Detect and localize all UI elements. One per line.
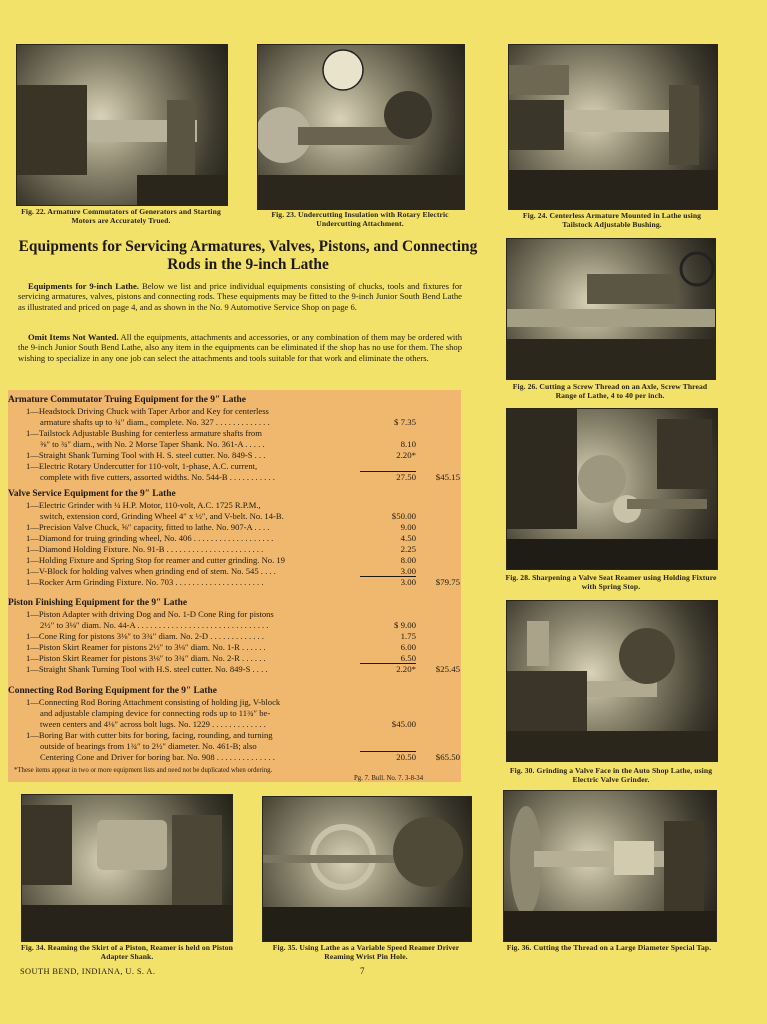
- item-price: $45.00: [391, 719, 416, 729]
- list-line: complete with five cutters, assorted widths. No. 544-B . . . . . . . . . . .: [40, 472, 275, 482]
- lathe-photo-icon: [17, 45, 227, 205]
- fig23-photo: [257, 44, 465, 210]
- section-total: $45.15: [435, 472, 460, 482]
- fig28-photo: [506, 408, 718, 570]
- item-price: 20.50: [360, 751, 416, 762]
- list-line: 1—Straight Shank Turning Tool with H.S. steel cutter. No. 849-S . . . .: [26, 664, 268, 674]
- list-line: switch, extension cord, Grinding Wheel 4″ x ½″, and V-belt. No. 14-B.: [40, 511, 284, 521]
- item-price: 8.10: [400, 439, 416, 449]
- list-line: 1—Piston Adapter with driving Dog and No. 1-D Cone Ring for pistons: [26, 609, 274, 619]
- lathe-photo-icon: [263, 797, 471, 941]
- lathe-photo-icon: [507, 601, 717, 761]
- list-line: tween centers and 4⅛″ across bolt lugs. No. 1229 . . . . . . . . . . . . .: [40, 719, 266, 729]
- intro-lead-1: Equipments for 9-inch Lathe.: [28, 281, 139, 291]
- fig24-caption: Fig. 24. Centerless Armature Mounted in Lathe using Tailstock Adjustable Bushing.: [522, 211, 702, 229]
- item-price: $ 9.00: [394, 620, 416, 630]
- list-line: 1—Piston Skirt Reamer for pistons 2½″ to 3⅛″ diam. No. 1-R . . . . . .: [26, 642, 266, 652]
- fig36-photo: [503, 790, 717, 942]
- fig30-photo: [506, 600, 718, 762]
- intro-text-1: Below we list and price individual equipments consisting of chucks, tools and fixtures for servicing armatures, valves, pistons and connecting rods. These equipments may be fitted to the 9-inch Junior South Bend Lathe as illustrated and priced on page 4, and as shown in the No. 9 Automotive Service Shop on page 6.: [18, 281, 463, 312]
- list-line: 1—Electric Rotary Undercutter for 110-volt, 1-phase, A.C. current,: [26, 461, 258, 471]
- list-line: 1—Connecting Rod Boring Attachment consisting of holding jig, V-block: [26, 697, 281, 707]
- section-title-connecting-rod: Connecting Rod Boring Equipment for the 9″ Lathe: [8, 686, 217, 696]
- fig35-photo: [262, 796, 472, 942]
- item-price: 2.20*: [396, 450, 416, 460]
- list-line: 1—Headstock Driving Chuck with Taper Arbor and Key for centerless: [26, 406, 269, 416]
- item-price: $50.00: [391, 511, 416, 521]
- item-price: 27.50: [360, 471, 416, 482]
- fig35-caption: Fig. 35. Using Lathe as a Variable Speed Reamer Driver Reaming Wrist Pin Hole.: [272, 943, 460, 961]
- item-price: 2.20*: [360, 663, 416, 674]
- bulletin-reference: Pg. 7. Bull. No. 7. 3-8-34: [354, 775, 424, 782]
- fig28-caption: Fig. 28. Sharpening a Valve Seat Reamer using Holding Fixture with Spring Stop.: [505, 573, 717, 591]
- fig22-photo: [16, 44, 228, 206]
- section-title-armature: Armature Commutator Truing Equipment for the 9″ Lathe: [8, 395, 246, 405]
- list-line: armature shafts up to ¾″ diam., complete. No. 327 . . . . . . . . . . . . .: [40, 417, 270, 427]
- section-title-valve: Valve Service Equipment for the 9″ Lathe: [8, 489, 176, 499]
- list-line: 1—Boring Bar with cutter bits for boring, facing, rounding, and turning: [26, 730, 273, 740]
- lathe-photo-icon: [22, 795, 232, 941]
- list-line: Centering Cone and Driver for boring bar. No. 908 . . . . . . . . . . . . . .: [40, 752, 275, 762]
- item-price: 6.00: [400, 642, 416, 652]
- list-line: 1—Diamond for truing grinding wheel, No. 406 . . . . . . . . . . . . . . . . . . .: [26, 533, 274, 543]
- section-total: $65.50: [435, 752, 460, 762]
- list-line: 2½″ to 3⅛″ diam. No. 44-A . . . . . . . . . . . . . . . . . . . . . . . . . . . . . . .: [40, 620, 269, 630]
- item-price: 4.50: [400, 533, 416, 543]
- item-price: 6.50: [400, 653, 416, 663]
- list-line: 1—Electric Grinder with ¼ H.P. Motor, 110-volt, A.C. 1725 R.P.M.,: [26, 500, 261, 510]
- lathe-photo-icon: [507, 409, 717, 569]
- list-line: 1—Cone Ring for pistons 3⅛″ to 3¾″ diam. No. 2-D . . . . . . . . . . . . .: [26, 631, 264, 641]
- item-price: 3.00: [400, 566, 416, 576]
- item-price: 3.00: [360, 576, 416, 587]
- fig26-photo: [506, 238, 716, 380]
- list-line: outside of bearings from 1¾″ to 2½″ diameter. No. 461-B; also: [40, 741, 257, 751]
- lathe-photo-icon: [507, 239, 715, 379]
- lathe-photo-icon: [509, 45, 717, 209]
- list-line: ⅜″ to ¾″ diam., with No. 2 Morse Taper Shank. No. 361-A . . . . .: [40, 439, 265, 449]
- intro-lead-2: Omit Items Not Wanted.: [28, 332, 119, 342]
- list-line: 1—Holding Fixture and Spring Stop for reamer and cutter grinding. No. 19: [26, 555, 285, 565]
- intro-paragraph-2: [18, 332, 462, 363]
- intro-paragraph-1: [18, 281, 462, 312]
- fig22-caption: Fig. 22. Armature Commutators of Generators and Starting Motors are Accurately Trued.: [21, 207, 221, 225]
- lathe-photo-icon: [258, 45, 464, 209]
- section-total: $25.45: [435, 664, 460, 674]
- section-title-piston: Piston Finishing Equipment for the 9″ Lathe: [8, 598, 187, 608]
- fig30-caption: Fig. 30. Grinding a Valve Face in the Auto Shop Lathe, using Electric Valve Grinder.: [509, 766, 713, 784]
- list-line: 1—Piston Skirt Reamer for pistons 3⅛″ to 3¾″ diam. No. 2-R . . . . . .: [26, 653, 266, 663]
- item-price: 9.00: [400, 522, 416, 532]
- list-line: 1—Tailstock Adjustable Bushing for centerless armature shafts from: [26, 428, 262, 438]
- item-price: 2.25: [400, 544, 416, 554]
- item-price: $ 7.35: [394, 417, 416, 427]
- item-price: 8.00: [400, 555, 416, 565]
- fig23-caption: Fig. 23. Undercutting Insulation with Rotary Electric Undercutting Attachment.: [271, 210, 449, 228]
- list-line: 1—Straight Shank Turning Tool with H. S. steel cutter. No. 849-S . . .: [26, 450, 266, 460]
- footnote: *These items appear in two or more equipment lists and need not be duplicated when ordering.: [14, 767, 273, 774]
- lathe-photo-icon: [504, 791, 716, 941]
- fig36-caption: Fig. 36. Cutting the Thread on a Large Diameter Special Tap.: [506, 943, 712, 952]
- list-line: 1—Diamond Holding Fixture. No. 91-B . . . . . . . . . . . . . . . . . . . . . . .: [26, 544, 264, 554]
- fig34-photo: [21, 794, 233, 942]
- fig24-photo: [508, 44, 718, 210]
- fig26-caption: Fig. 26. Cutting a Screw Thread on an Axle, Screw Thread Range of Lathe, 4 to 40 per inch.: [512, 382, 708, 400]
- intro-text-2: All the equipments, attachments and accessories, or any combination of them may be ordered with the 9-inch Junior South Bend Lathe, also any item in the equipments can be eliminated if the shop has no use for them. The shop wishing to specialize in any one job can select the attachments and tools suitable for that work and eliminate the others.: [18, 332, 462, 363]
- page-number: 7: [360, 966, 365, 976]
- list-line: 1—Precision Valve Chuck, ⅝″ capacity, fitted to lathe. No. 907-A . . . .: [26, 522, 270, 532]
- section-total: $79.75: [435, 577, 460, 587]
- fig34-caption: Fig. 34. Reaming the Skirt of a Piston, Reamer is held on Piston Adapter Shank.: [21, 943, 233, 961]
- list-line: and adjustable clamping device for connecting rods up to 11¾″ be-: [40, 708, 271, 718]
- list-line: 1—Rocker Arm Grinding Fixture. No. 703 . . . . . . . . . . . . . . . . . . . . .: [26, 577, 264, 587]
- list-line: 1—V-Block for holding valves when grinding end of stem. No. 545 . . . .: [26, 566, 276, 576]
- item-price: 1.75: [400, 631, 416, 641]
- footer-location: SOUTH BEND, INDIANA, U. S. A.: [20, 967, 156, 976]
- page-heading: Equipments for Servicing Armatures, Valves, Pistons, and Connecting Rods in the 9-inch Lathe: [18, 238, 478, 273]
